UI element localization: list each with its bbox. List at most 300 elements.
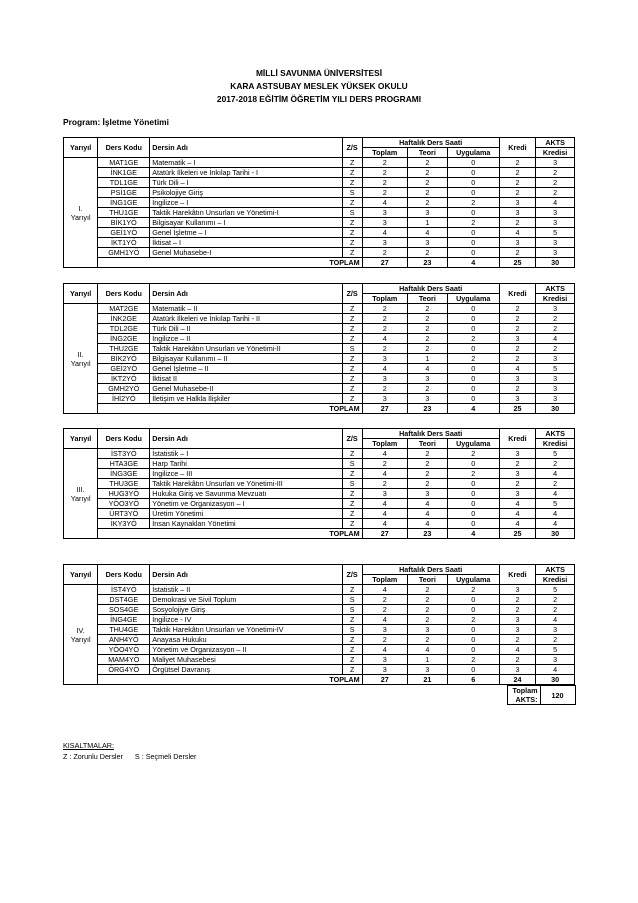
course-kredi: 2 [499, 178, 535, 188]
course-toplam: 3 [362, 665, 407, 675]
course-name: Yönetim ve Organizasyon – II [150, 645, 342, 655]
course-code: SOS4GE [98, 605, 150, 615]
course-akts: 2 [536, 178, 575, 188]
course-uygulama: 0 [447, 344, 499, 354]
course-row [64, 585, 575, 595]
grand-total-value: 120 [540, 686, 575, 705]
course-code: THU4GE [98, 625, 150, 635]
course-kredi: 2 [499, 635, 535, 645]
total-teori: 23 [407, 258, 447, 268]
course-code: YÖO3YÖ [98, 499, 150, 509]
course-uygulama: 0 [447, 459, 499, 469]
course-name: Bilgisayar Kullanımı – I [150, 218, 342, 228]
total-kredi: 24 [499, 675, 535, 685]
col-haftalik: Haftalık Ders Saati [362, 429, 499, 439]
course-akts: 3 [536, 354, 575, 364]
course-toplam: 4 [362, 499, 407, 509]
course-teori: 2 [407, 605, 447, 615]
course-toplam: 2 [362, 459, 407, 469]
course-code: DST4GE [98, 595, 150, 605]
course-teori: 2 [407, 168, 447, 178]
col-teori: Teori [407, 294, 447, 304]
abbr-zorunlu: Z : Zorunlu Dersler [63, 752, 123, 761]
col-akts-kredisi: Kredisi [536, 439, 575, 449]
course-uygulama: 2 [447, 218, 499, 228]
total-teori: 21 [407, 675, 447, 685]
col-zs: Z/S [342, 284, 362, 304]
course-zs: Z [342, 354, 362, 364]
course-akts: 3 [536, 655, 575, 665]
course-zs: Z [342, 645, 362, 655]
col-ders-kodu: Ders Kodu [98, 138, 150, 158]
course-kredi: 3 [499, 615, 535, 625]
course-uygulama: 0 [447, 499, 499, 509]
semester-table [63, 283, 575, 414]
course-name: Genel Muhasebe-II [150, 384, 342, 394]
course-kredi: 3 [499, 625, 535, 635]
col-yariyil: Yarıyıl [64, 429, 98, 449]
course-row [64, 605, 575, 615]
course-teori: 2 [407, 324, 447, 334]
total-akts: 30 [536, 258, 575, 268]
total-akts: 30 [536, 404, 575, 414]
course-akts: 3 [536, 374, 575, 384]
course-kredi: 3 [499, 665, 535, 675]
semester-table [63, 137, 575, 268]
course-toplam: 2 [362, 178, 407, 188]
course-akts: 3 [536, 238, 575, 248]
course-row [64, 178, 575, 188]
course-uygulama: 2 [447, 354, 499, 364]
course-zs: Z [342, 314, 362, 324]
total-toplam: 27 [362, 404, 407, 414]
course-row [64, 489, 575, 499]
course-zs: Z [342, 324, 362, 334]
total-teori: 23 [407, 404, 447, 414]
course-toplam: 2 [362, 158, 407, 168]
course-kredi: 3 [499, 374, 535, 384]
course-kredi: 4 [499, 645, 535, 655]
total-teori: 23 [407, 529, 447, 539]
course-uygulama: 2 [447, 449, 499, 459]
course-zs: S [342, 625, 362, 635]
course-name: İngilizce – II [150, 334, 342, 344]
course-uygulama: 0 [447, 158, 499, 168]
total-label: TOPLAM [98, 258, 362, 268]
course-row [64, 354, 575, 364]
col-yariyil: Yarıyıl [64, 284, 98, 304]
course-toplam: 2 [362, 324, 407, 334]
total-kredi: 25 [499, 258, 535, 268]
course-code: İNK2GE [98, 314, 150, 324]
course-code: MAT1GE [98, 158, 150, 168]
course-kredi: 3 [499, 334, 535, 344]
course-zs: Z [342, 334, 362, 344]
course-name: Atatürk İlkeleri ve İnkılap Tarihi - I [150, 168, 342, 178]
course-teori: 2 [407, 469, 447, 479]
course-zs: Z [342, 384, 362, 394]
course-kredi: 4 [499, 509, 535, 519]
course-code: HUG3YÖ [98, 489, 150, 499]
course-row [64, 459, 575, 469]
course-code: HTA3GE [98, 459, 150, 469]
course-toplam: 2 [362, 248, 407, 258]
course-code: GEİ1YÖ [98, 228, 150, 238]
col-ders-kodu: Ders Kodu [98, 565, 150, 585]
total-toplam: 27 [362, 675, 407, 685]
course-uygulama: 0 [447, 178, 499, 188]
course-akts: 2 [536, 479, 575, 489]
course-kredi: 2 [499, 168, 535, 178]
course-name: İletişim ve Halkla İlişkiler [150, 394, 342, 404]
course-teori: 2 [407, 314, 447, 324]
course-zs: S [342, 605, 362, 615]
course-kredi: 2 [499, 459, 535, 469]
col-uygulama: Uygulama [447, 148, 499, 158]
course-row [64, 344, 575, 354]
course-toplam: 3 [362, 374, 407, 384]
course-code: TDL2GE [98, 324, 150, 334]
school-title: KARA ASTSUBAY MESLEK YÜKSEK OKULU [230, 81, 408, 91]
course-teori: 2 [407, 178, 447, 188]
course-zs: Z [342, 499, 362, 509]
course-teori: 1 [407, 354, 447, 364]
col-akts-kredisi: Kredisi [536, 148, 575, 158]
course-uygulama: 0 [447, 314, 499, 324]
col-teori: Teori [407, 439, 447, 449]
course-row [64, 479, 575, 489]
course-row [64, 625, 575, 635]
semester-label [64, 304, 98, 414]
course-code: TDL1GE [98, 178, 150, 188]
abbreviations-title: KISALTMALAR: [63, 741, 114, 750]
course-zs: Z [342, 228, 362, 238]
total-uygulama: 4 [447, 258, 499, 268]
col-ders-kodu: Ders Kodu [98, 429, 150, 449]
course-kredi: 4 [499, 499, 535, 509]
course-teori: 2 [407, 459, 447, 469]
course-code: BİK1YÖ [98, 218, 150, 228]
course-uygulama: 0 [447, 635, 499, 645]
course-akts: 3 [536, 394, 575, 404]
col-toplam: Toplam [362, 439, 407, 449]
course-toplam: 4 [362, 585, 407, 595]
course-name: İstatistik – I [150, 449, 342, 459]
course-kredi: 2 [499, 188, 535, 198]
course-akts: 4 [536, 665, 575, 675]
course-name: Türk Dili – II [150, 324, 342, 334]
course-akts: 4 [536, 519, 575, 529]
course-code: İHİ2YÖ [98, 394, 150, 404]
total-uygulama: 6 [447, 675, 499, 685]
course-teori: 4 [407, 645, 447, 655]
course-row [64, 394, 575, 404]
course-toplam: 4 [362, 198, 407, 208]
course-name: İktisat II [150, 374, 342, 384]
course-name: Yönetim ve Organizasyon – I [150, 499, 342, 509]
course-row [64, 218, 575, 228]
course-name: İngilizce – III [150, 469, 342, 479]
course-code: İKY3YÖ [98, 519, 150, 529]
course-toplam: 4 [362, 509, 407, 519]
course-code: MAM4YÖ [98, 655, 150, 665]
semester-number: I. [78, 203, 83, 213]
semester-sub: Yarıyıl [70, 634, 91, 644]
course-teori: 1 [407, 655, 447, 665]
course-zs: Z [342, 635, 362, 645]
course-teori: 3 [407, 208, 447, 218]
course-akts: 5 [536, 645, 575, 655]
col-akts: AKTS [536, 138, 575, 148]
course-uygulama: 0 [447, 489, 499, 499]
course-zs: Z [342, 238, 362, 248]
total-label: TOPLAM [98, 529, 362, 539]
course-uygulama: 0 [447, 479, 499, 489]
course-toplam: 3 [362, 354, 407, 364]
course-name: Matematik – II [150, 304, 342, 314]
col-yariyil: Yarıyıl [64, 565, 98, 585]
course-row [64, 384, 575, 394]
col-dersin-adi: Dersin Adı [150, 429, 342, 449]
course-akts: 3 [536, 158, 575, 168]
course-kredi: 2 [499, 304, 535, 314]
total-akts: 30 [536, 675, 575, 685]
course-zs: S [342, 188, 362, 198]
course-uygulama: 0 [447, 304, 499, 314]
course-name: Üretim Yönetimi [150, 509, 342, 519]
course-uygulama: 0 [447, 665, 499, 675]
course-row [64, 238, 575, 248]
course-teori: 3 [407, 374, 447, 384]
course-zs: Z [342, 394, 362, 404]
course-toplam: 4 [362, 645, 407, 655]
course-kredi: 2 [499, 314, 535, 324]
course-toplam: 4 [362, 364, 407, 374]
course-name: Atatürk İlkeleri ve İnkılap Tarihi - II [150, 314, 342, 324]
course-toplam: 2 [362, 635, 407, 645]
course-teori: 1 [407, 218, 447, 228]
total-uygulama: 4 [447, 529, 499, 539]
course-toplam: 2 [362, 304, 407, 314]
course-name: Genel Muhasebe-I [150, 248, 342, 258]
course-code: İNG2GE [98, 334, 150, 344]
course-teori: 3 [407, 625, 447, 635]
course-akts: 2 [536, 168, 575, 178]
course-toplam: 4 [362, 615, 407, 625]
course-teori: 2 [407, 334, 447, 344]
semester-label [64, 585, 98, 685]
course-row [64, 208, 575, 218]
col-dersin-adi: Dersin Adı [150, 565, 342, 585]
col-haftalik: Haftalık Ders Saati [362, 284, 499, 294]
course-toplam: 3 [362, 394, 407, 404]
course-zs: Z [342, 655, 362, 665]
course-name: Harp Tarihi [150, 459, 342, 469]
col-zs: Z/S [342, 429, 362, 449]
course-code: İKT1YÖ [98, 238, 150, 248]
course-zs: S [342, 479, 362, 489]
total-label: TOPLAM [98, 404, 362, 414]
course-name: Taktik Harekâtın Unsurları ve Yönetimi-III [150, 479, 342, 489]
course-teori: 4 [407, 364, 447, 374]
course-code: İST3YÖ [98, 449, 150, 459]
course-row [64, 248, 575, 258]
course-name: Maliyet Muhasebesi [150, 655, 342, 665]
total-row [64, 404, 575, 414]
col-dersin-adi: Dersin Adı [150, 284, 342, 304]
course-code: BİK2YÖ [98, 354, 150, 364]
course-row [64, 509, 575, 519]
course-code: İKT2YÖ [98, 374, 150, 384]
col-kredi: Kredi [499, 565, 535, 585]
course-kredi: 3 [499, 585, 535, 595]
course-code: GMH2YÖ [98, 384, 150, 394]
course-akts: 5 [536, 499, 575, 509]
col-uygulama: Uygulama [447, 439, 499, 449]
course-akts: 3 [536, 625, 575, 635]
col-akts: AKTS [536, 284, 575, 294]
course-teori: 2 [407, 384, 447, 394]
col-teori: Teori [407, 575, 447, 585]
course-zs: Z [342, 198, 362, 208]
course-row [64, 645, 575, 655]
course-akts: 2 [536, 605, 575, 615]
course-toplam: 2 [362, 605, 407, 615]
course-row [64, 228, 575, 238]
course-row [64, 168, 575, 178]
course-toplam: 3 [362, 238, 407, 248]
course-code: PSİ1GE [98, 188, 150, 198]
course-row [64, 469, 575, 479]
course-teori: 3 [407, 665, 447, 675]
semester-label [64, 449, 98, 539]
course-kredi: 2 [499, 595, 535, 605]
course-uygulama: 0 [447, 324, 499, 334]
course-uygulama: 0 [447, 238, 499, 248]
course-row [64, 314, 575, 324]
course-toplam: 4 [362, 334, 407, 344]
course-name: Matematik – I [150, 158, 342, 168]
course-akts: 2 [536, 324, 575, 334]
course-code: YÖO4YÖ [98, 645, 150, 655]
course-toplam: 4 [362, 449, 407, 459]
course-zs: Z [342, 519, 362, 529]
course-akts: 2 [536, 344, 575, 354]
course-code: İST4YÖ [98, 585, 150, 595]
col-teori: Teori [407, 148, 447, 158]
total-kredi: 25 [499, 529, 535, 539]
university-title: MİLLİ SAVUNMA ÜNİVERSİTESİ [255, 68, 383, 78]
total-row [64, 529, 575, 539]
course-kredi: 2 [499, 324, 535, 334]
course-name: Taktik Harekâtın Unsurları ve Yönetimi-II [150, 344, 342, 354]
course-row [64, 334, 575, 344]
course-zs: S [342, 459, 362, 469]
course-code: İNG3GE [98, 469, 150, 479]
course-toplam: 2 [362, 314, 407, 324]
course-toplam: 3 [362, 489, 407, 499]
course-teori: 4 [407, 509, 447, 519]
course-akts: 3 [536, 218, 575, 228]
col-kredi: Kredi [499, 138, 535, 158]
course-teori: 3 [407, 238, 447, 248]
course-kredi: 4 [499, 519, 535, 529]
course-teori: 2 [407, 635, 447, 645]
course-name: Bilgisayar Kullanımı – II [150, 354, 342, 364]
course-zs: Z [342, 168, 362, 178]
course-uygulama: 0 [447, 384, 499, 394]
course-kredi: 3 [499, 198, 535, 208]
course-kredi: 2 [499, 479, 535, 489]
course-kredi: 4 [499, 364, 535, 374]
course-kredi: 2 [499, 605, 535, 615]
total-akts: 30 [536, 529, 575, 539]
course-row [64, 449, 575, 459]
semester-sub: Yarıyıl [70, 212, 91, 222]
course-uygulama: 0 [447, 645, 499, 655]
course-code: THU3GE [98, 479, 150, 489]
course-toplam: 3 [362, 655, 407, 665]
course-akts: 3 [536, 208, 575, 218]
col-kredi: Kredi [499, 284, 535, 304]
semester-label [64, 158, 98, 268]
course-kredi: 2 [499, 218, 535, 228]
course-kredi: 3 [499, 449, 535, 459]
course-name: Hukuka Giriş ve Savunma Mevzuatı [150, 489, 342, 499]
course-name: İngilizce - IV [150, 615, 342, 625]
course-kredi: 3 [499, 208, 535, 218]
course-code: GEİ2YÖ [98, 364, 150, 374]
course-akts: 2 [536, 314, 575, 324]
course-kredi: 2 [499, 344, 535, 354]
course-akts: 3 [536, 384, 575, 394]
course-uygulama: 2 [447, 334, 499, 344]
total-label: TOPLAM [98, 675, 362, 685]
course-uygulama: 0 [447, 168, 499, 178]
course-akts: 4 [536, 198, 575, 208]
course-zs: Z [342, 615, 362, 625]
course-teori: 2 [407, 479, 447, 489]
course-name: Türk Dili – I [150, 178, 342, 188]
col-ders-kodu: Ders Kodu [98, 284, 150, 304]
col-zs: Z/S [342, 138, 362, 158]
course-zs: Z [342, 665, 362, 675]
course-row [64, 158, 575, 168]
course-kredi: 3 [499, 394, 535, 404]
course-teori: 2 [407, 198, 447, 208]
course-row [64, 364, 575, 374]
course-toplam: 4 [362, 519, 407, 529]
course-uygulama: 0 [447, 188, 499, 198]
course-name: Psikolojiye Giriş [150, 188, 342, 198]
course-uygulama: 2 [447, 655, 499, 665]
course-akts: 2 [536, 635, 575, 645]
course-code: THU2GE [98, 344, 150, 354]
course-name: Taktik Harekâtın Unsurları ve Yönetimi-I [150, 208, 342, 218]
course-zs: Z [342, 469, 362, 479]
course-zs: Z [342, 489, 362, 499]
course-row [64, 374, 575, 384]
course-akts: 2 [536, 188, 575, 198]
course-akts: 5 [536, 228, 575, 238]
col-toplam: Toplam [362, 148, 407, 158]
course-zs: S [342, 208, 362, 218]
course-kredi: 3 [499, 489, 535, 499]
col-yariyil: Yarıyıl [64, 138, 98, 158]
course-teori: 2 [407, 595, 447, 605]
course-uygulama: 0 [447, 394, 499, 404]
course-zs: S [342, 344, 362, 354]
